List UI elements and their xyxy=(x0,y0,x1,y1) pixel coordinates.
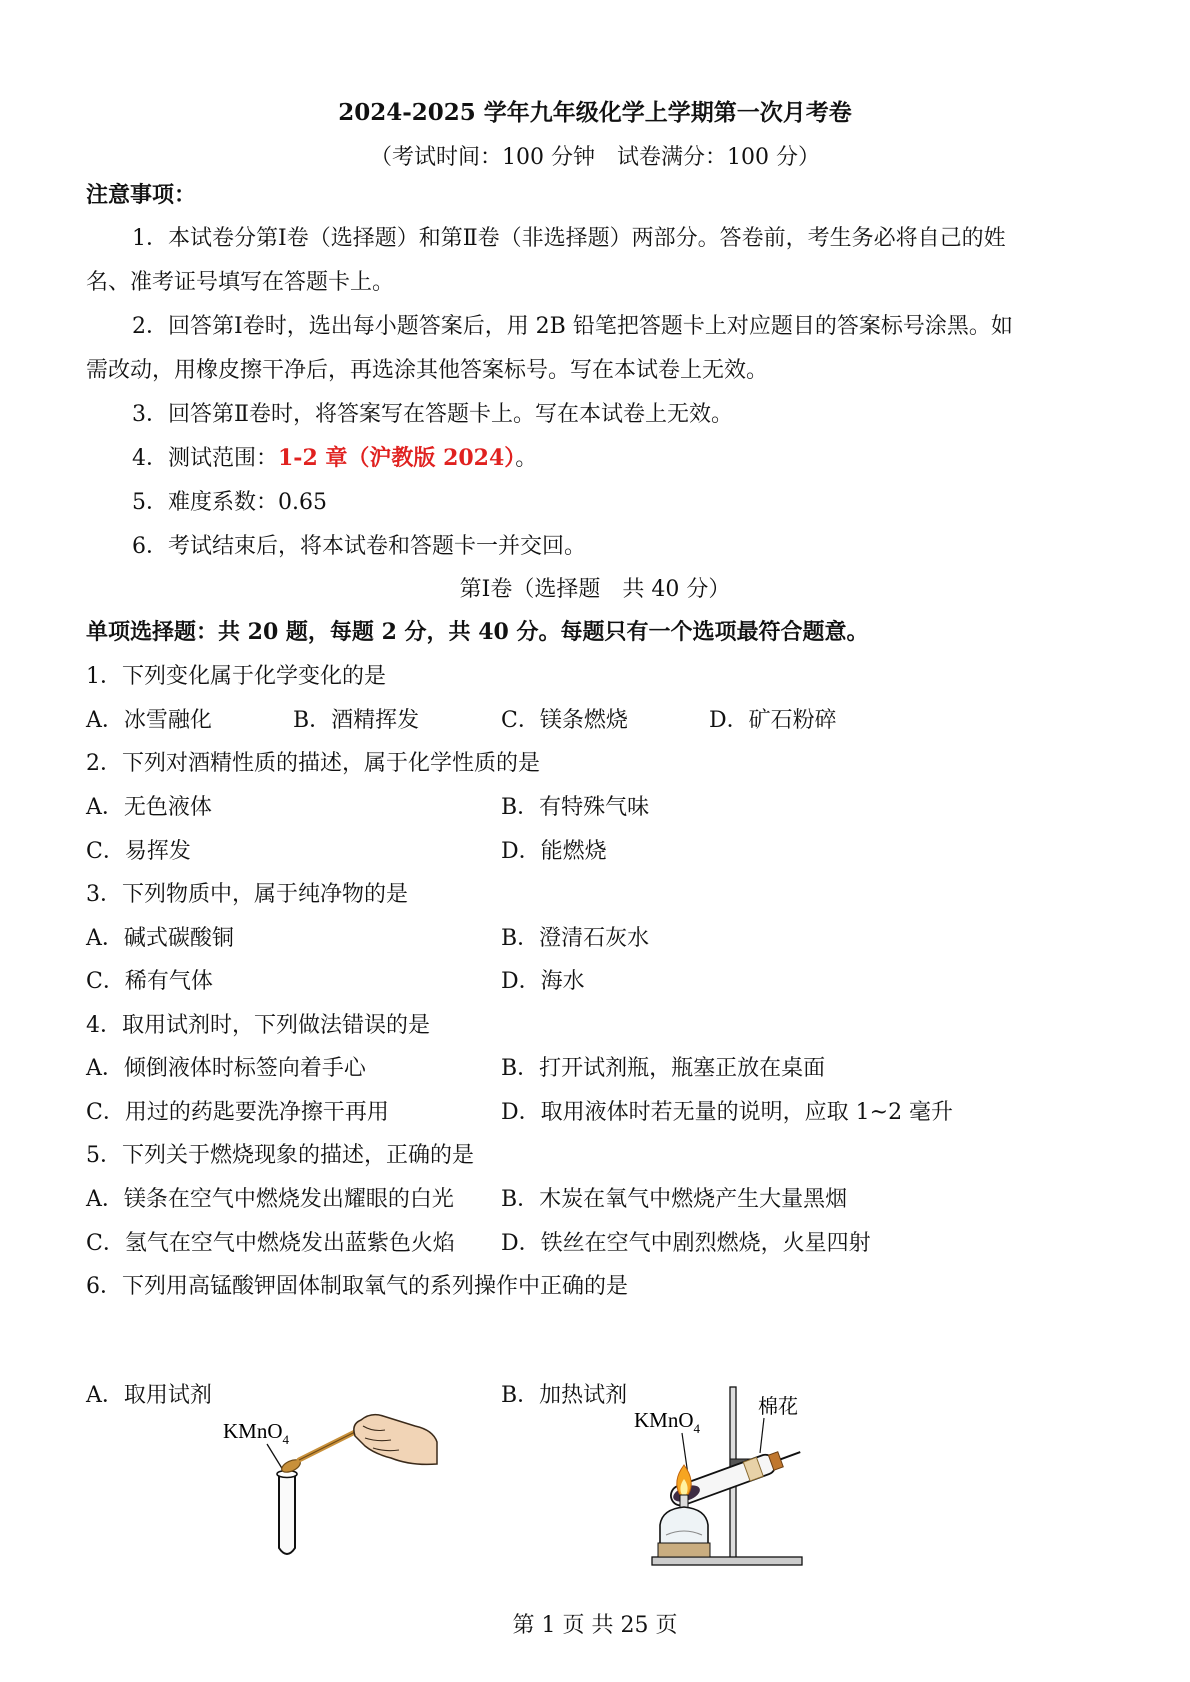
section-title: 第Ⅰ卷（选择题 共 40 分） xyxy=(459,577,731,602)
question-6-stem: 6．下列用高锰酸钾固体制取氧气的系列操作中正确的是 xyxy=(86,1274,628,1299)
question-3-option-d: D．海水 xyxy=(501,969,585,994)
question-1-option-c: C．镁条燃烧 xyxy=(501,708,628,733)
notice-item-4 xyxy=(132,441,537,472)
question-2-option-a: A．无色液体 xyxy=(86,795,212,820)
notice-item-4-prefix: 4．测试范围： xyxy=(132,446,278,471)
question-1-option-b: B．酒精挥发 xyxy=(293,708,420,733)
test-scope-highlight: 1-2 章（沪教版 2024） xyxy=(278,445,516,471)
notice-heading: 注意事项： xyxy=(86,182,197,208)
question-2-option-c: C．易挥发 xyxy=(86,839,191,864)
figure-heating-reagent xyxy=(630,1385,815,1570)
notice-item-2-line-2: 需改动，用橡皮擦干净后，再选涂其他答案标号。写在本试卷上无效。 xyxy=(86,358,769,383)
question-3-option-c: C．稀有气体 xyxy=(86,969,213,994)
question-3-option-a: A．碱式碳酸铜 xyxy=(86,926,234,951)
question-2-stem: 2．下列对酒精性质的描述，属于化学性质的是 xyxy=(86,751,540,776)
notice-item-5: 5．难度系数：0.65 xyxy=(132,490,327,515)
page-footer: 第 1 页 共 25 页 xyxy=(512,1613,678,1638)
question-4-stem: 4．取用试剂时，下列做法错误的是 xyxy=(86,1013,430,1038)
question-4-option-d: D．取用液体时若无量的说明，应取 1~2 毫升 xyxy=(501,1100,954,1125)
question-5-option-c: C．氢气在空气中燃烧发出蓝紫色火焰 xyxy=(86,1231,455,1256)
question-4-option-b: B．打开试剂瓶，瓶塞正放在桌面 xyxy=(501,1056,826,1081)
notice-item-3: 3．回答第Ⅱ卷时，将答案写在答题卡上。写在本试卷上无效。 xyxy=(132,402,733,427)
question-5-option-d: D．铁丝在空气中剧烈燃烧，火星四射 xyxy=(501,1231,871,1256)
notice-item-1-line-2: 名、准考证号填写在答题卡上。 xyxy=(86,270,395,295)
notice-item-6: 6．考试结束后，将本试卷和答题卡一并交回。 xyxy=(132,534,586,559)
question-2-option-d: D．能燃烧 xyxy=(501,839,607,864)
exam-subtitle: （考试时间：100 分钟 试卷满分：100 分） xyxy=(370,145,820,170)
notice-item-1-line-1: 1．本试卷分第Ⅰ卷（选择题）和第Ⅱ卷（非选择题）两部分。答卷前，考生务必将自己的姓 xyxy=(132,226,1006,251)
question-1-stem: 1．下列变化属于化学变化的是 xyxy=(86,664,386,689)
question-5-stem: 5．下列关于燃烧现象的描述，正确的是 xyxy=(86,1143,474,1168)
question-3-stem: 3．下列物质中，属于纯净物的是 xyxy=(86,882,408,907)
notice-item-4-suffix: 。 xyxy=(515,446,538,471)
notice-item-2-line-1: 2．回答第Ⅰ卷时，选出每小题答案后，用 2B 铅笔把答题卡上对应题目的答案标号涂黑。如 xyxy=(132,314,1013,339)
figure-taking-reagent xyxy=(215,1402,440,1562)
question-2-option-b: B．有特殊气味 xyxy=(501,795,650,820)
kmno4-label-b: KMnO$_4$ xyxy=(634,1408,701,1436)
question-1-option-a: A．冰雪融化 xyxy=(86,708,212,733)
question-6-option-b: B．加热试剂 xyxy=(501,1383,628,1408)
question-5-option-a: A．镁条在空气中燃烧发出耀眼的白光 xyxy=(86,1187,454,1212)
section-instruction: 单项选择题：共 20 题，每题 2 分，共 40 分。每题只有一个选项最符合题意。 xyxy=(86,619,869,645)
exam-title: 2024-2025 学年九年级化学上学期第一次月考卷 xyxy=(338,99,852,126)
kmno4-label-a: KMnO$_4$ xyxy=(223,1419,290,1447)
question-4-option-c: C．用过的药匙要洗净擦干再用 xyxy=(86,1100,389,1125)
question-5-option-b: B．木炭在氧气中燃烧产生大量黑烟 xyxy=(501,1187,848,1212)
cotton-label: 棉花 xyxy=(758,1394,798,1418)
question-3-option-b: B．澄清石灰水 xyxy=(501,926,650,951)
question-4-option-a: A．倾倒液体时标签向着手心 xyxy=(86,1056,366,1081)
question-6-option-a: A．取用试剂 xyxy=(86,1383,212,1408)
question-1-option-d: D．矿石粉碎 xyxy=(709,708,837,733)
